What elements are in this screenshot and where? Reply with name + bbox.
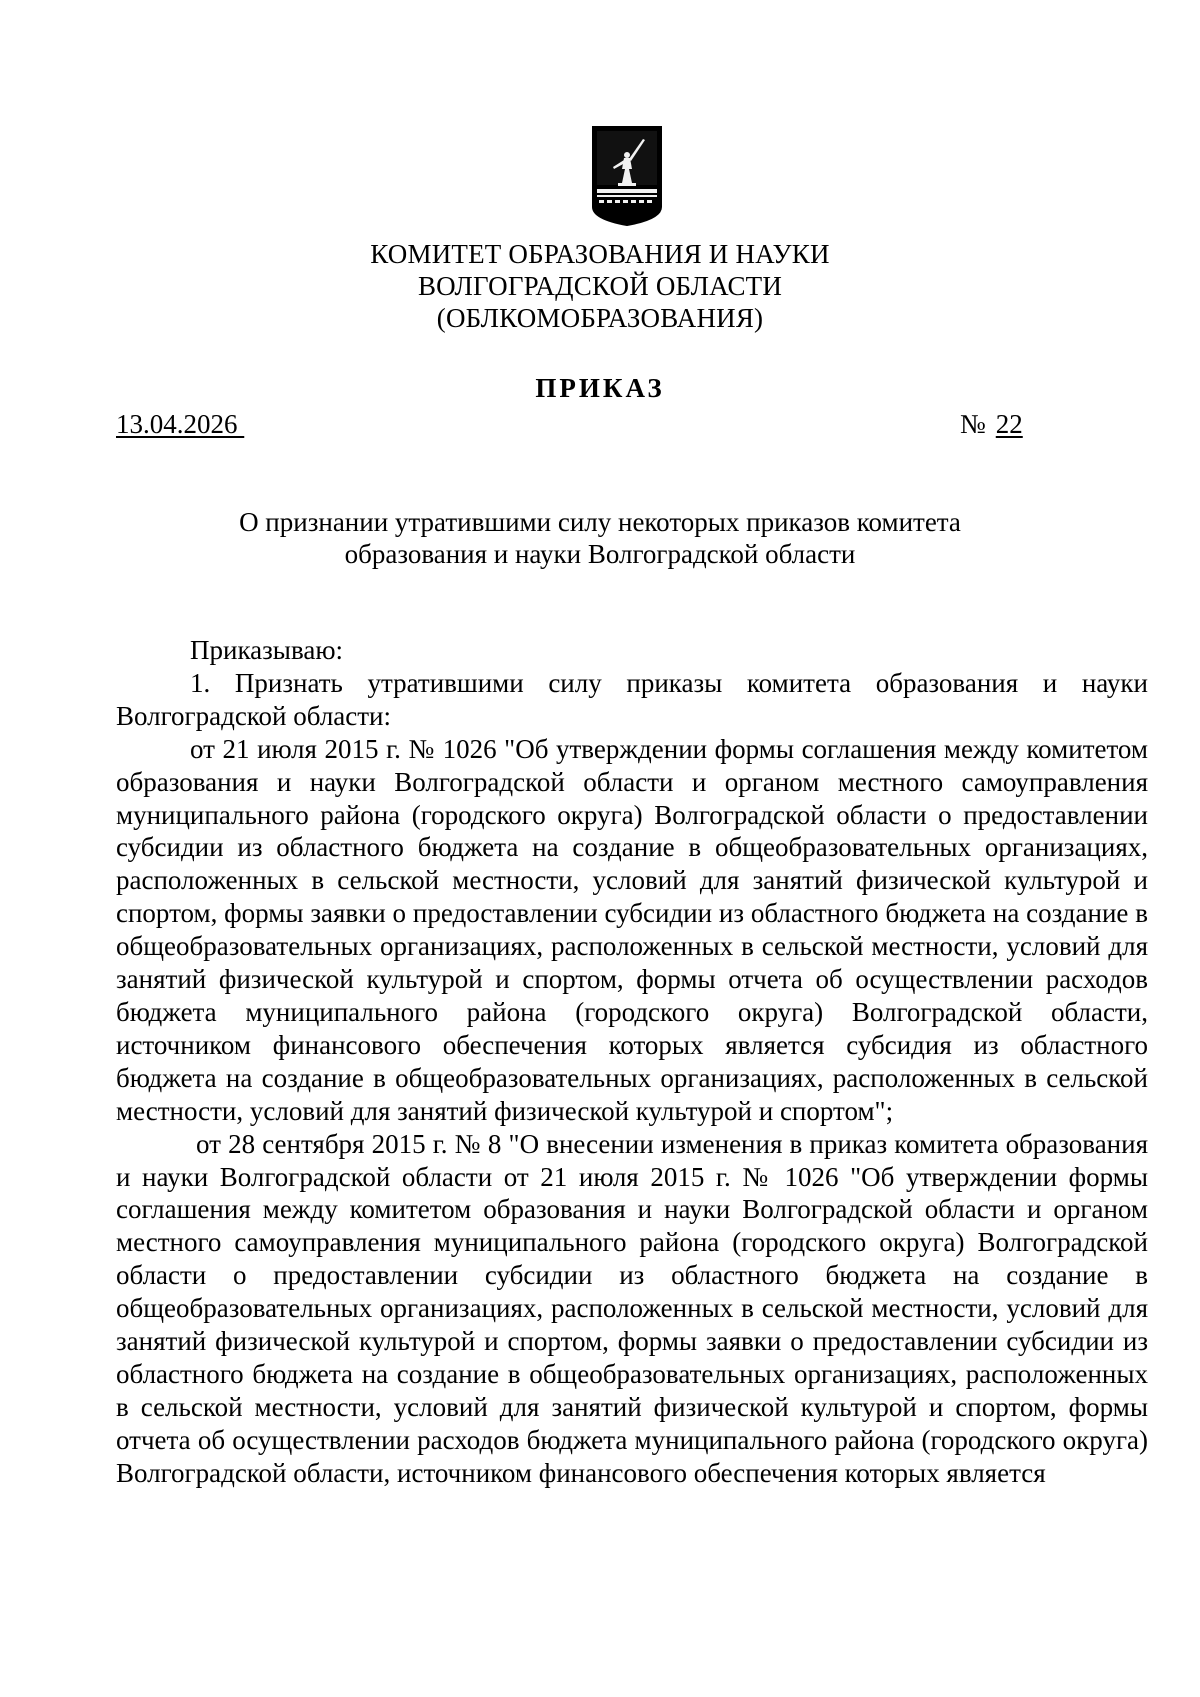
document-subject <box>180 506 1020 570</box>
document-number-block <box>960 408 1023 440</box>
document-type-title: ПРИКАЗ <box>535 373 665 403</box>
org-name-line-1: КОМИТЕТ ОБРАЗОВАНИЯ И НАУКИ <box>370 239 830 269</box>
subject-line-2: образования и науки Волгоградской области <box>344 539 856 569</box>
coat-of-arms-icon <box>591 125 663 227</box>
document-date: 13.04.2026 <box>116 409 245 439</box>
org-name-line-2: ВОЛГОГРАДСКОЙ ОБЛАСТИ <box>417 271 783 301</box>
revoked-order-8-paragraph: от 28 сентября 2015 г. № 8 "О внесении изменения в приказ комитета образования и науки Волгоградской области от 21 июля 2015 г. № 1026 "Об утверждении формы соглашения между комитетом образования и науки Волгоградской области и органом местного самоуправления муниципального района (городского округа) Волгоградской области о предоставлении субсидии из областного бюджета на создание в общеобразовательных организациях, расположенных в сельской местности, условий для занятий физической культурой и спортом, формы заявки о предоставлении субсидии из областного бюджета на создание в общеобразовательных организациях, расположенных в сельской местности, условий для занятий физической культурой и спортом, формы отчета об осуществлении расходов бюджета муниципального района (городского округа) Волгоградской области, источником финансового обеспечения которых является <box>116 1128 1148 1488</box>
subject-line-1: О признании утратившими силу некоторых приказов комитета <box>239 507 961 537</box>
number-sign: № <box>960 409 986 439</box>
org-name-line-3: (ОБЛКОМОБРАЗОВАНИЯ) <box>436 303 764 333</box>
document-number: 22 <box>995 409 1023 439</box>
organization-header <box>300 238 900 334</box>
item-1-paragraph: 1. Признать утратившими силу приказы комитета образования и науки Волгоградской области: <box>116 667 1148 731</box>
document-body <box>116 634 1148 1490</box>
order-word: Приказываю: <box>190 635 343 665</box>
revoked-order-1026-paragraph: от 21 июля 2015 г. № 1026 "Об утверждении формы соглашения между комитетом образования и науки Волгоградской области и органом местного самоуправления муниципального района (городского округа) Волгоградской области о предоставлении субсидии из областного бюджета на создание в общеобразовательных организациях, расположенных в сельской местности, условий для занятий физической культурой и спортом, формы заявки о предоставлении субсидии из областного бюджета на создание в общеобразовательных организациях, расположенных в сельской местности, условий для занятий физической культурой и спортом, формы отчета об осуществлении расходов бюджета муниципального района (городского округа) Волгоградской области, источником финансового обеспечения которых является субсидия из областного бюджета на создание в общеобразовательных организациях, расположенных в сельской местности, условий для занятий физической культурой и спортом"; <box>116 733 1148 1126</box>
